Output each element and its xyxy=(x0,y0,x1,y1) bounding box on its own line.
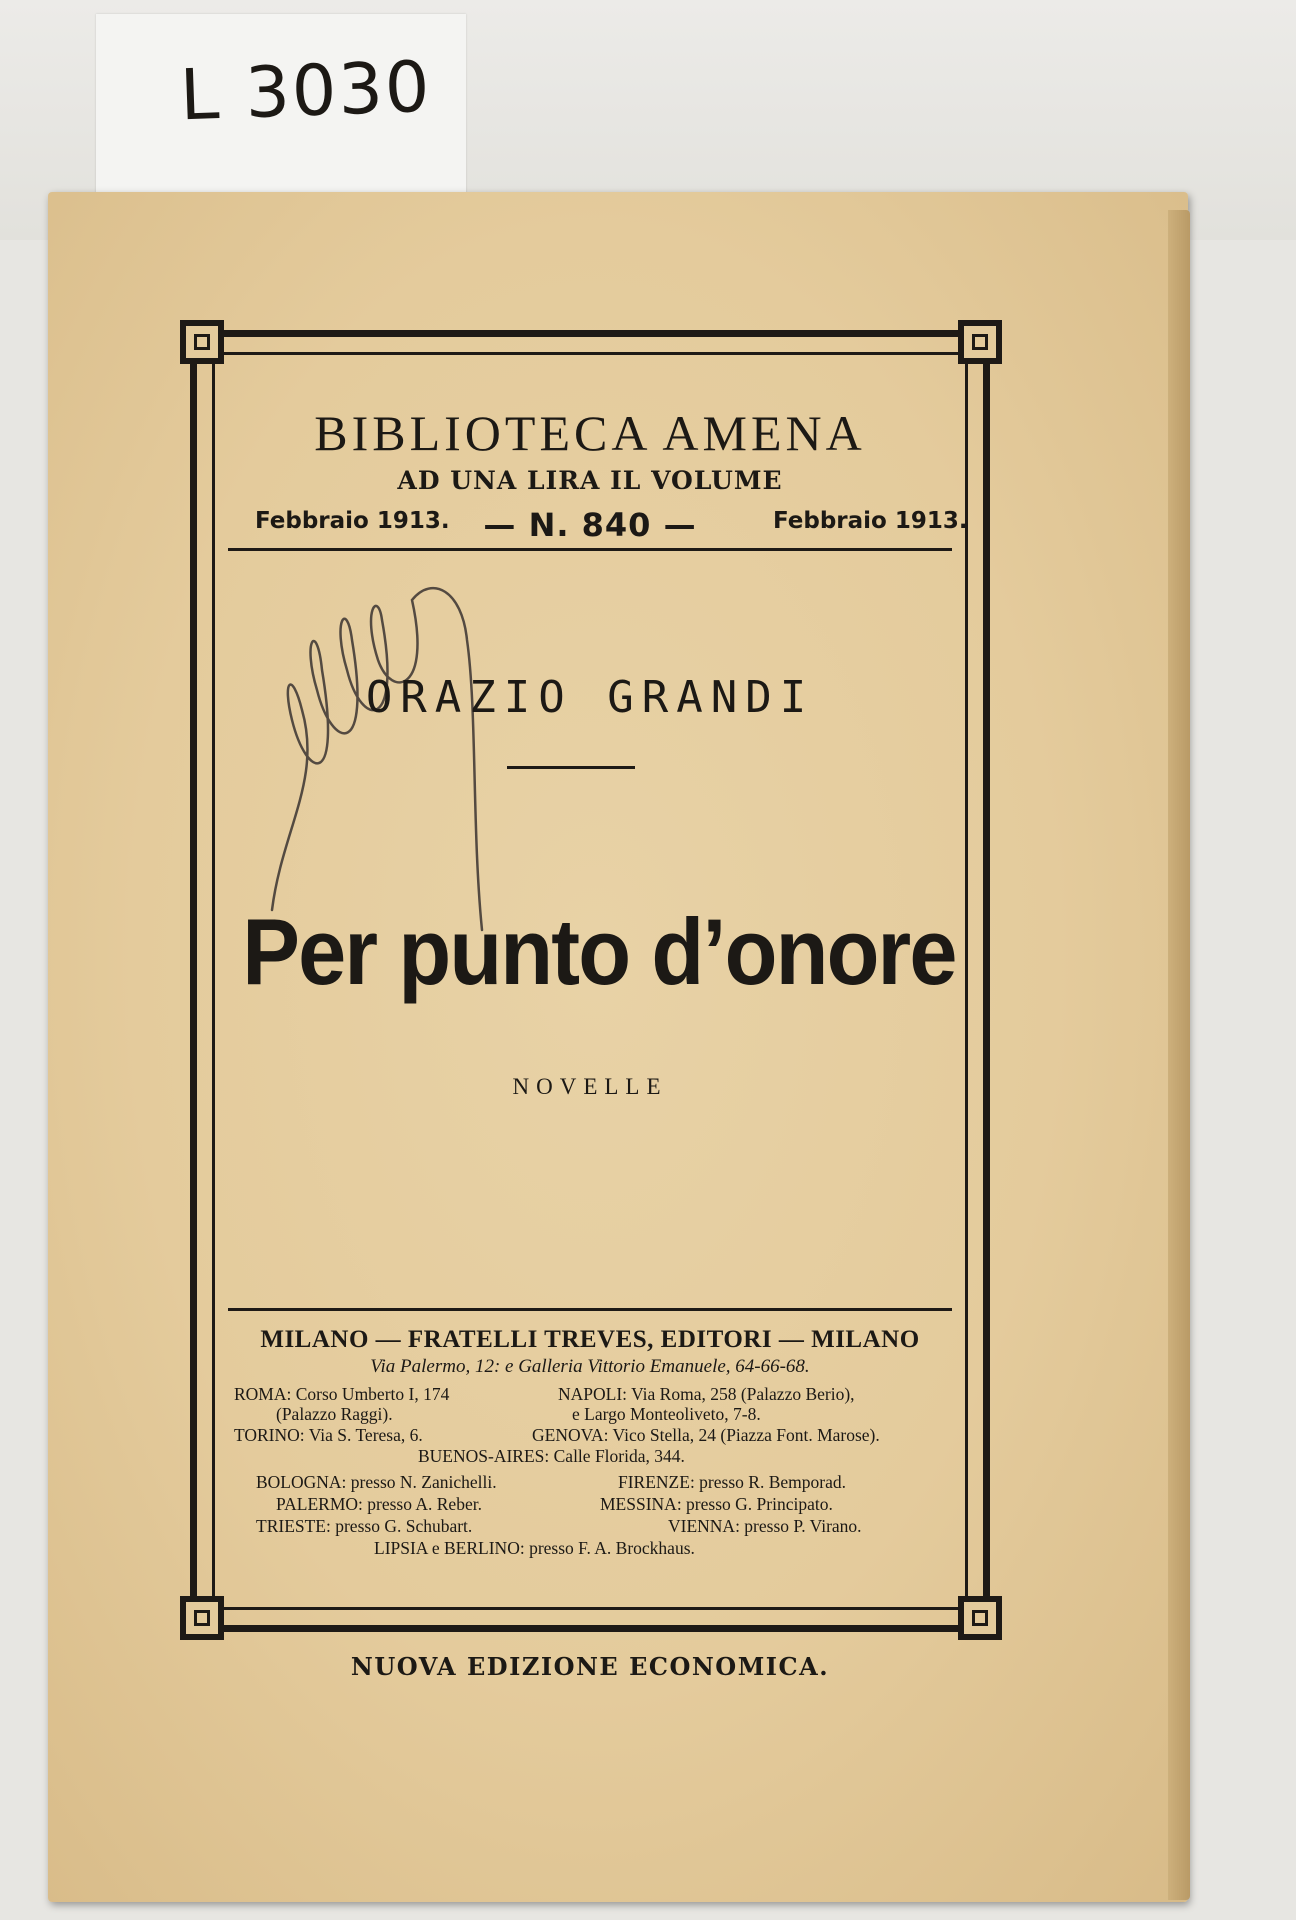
series-title: BIBLIOTECA AMENA xyxy=(314,405,866,461)
branch-napoli: NAPOLI: Via Roma, 258 (Palazzo Berio), xyxy=(558,1384,855,1404)
branch-vienna: VIENNA: presso P. Virano. xyxy=(668,1516,862,1536)
book-title: Per punto d’onore xyxy=(242,899,956,1004)
author-divider xyxy=(507,766,635,769)
border-corner-ornament xyxy=(958,320,1002,364)
branch-genova: GENOVA: Vico Stella, 24 (Piazza Font. Marose). xyxy=(532,1425,880,1445)
publisher-line: MILANO — FRATELLI TREVES, EDITORI — MILANO xyxy=(260,1326,920,1353)
issue-number: — N. 840 — xyxy=(483,506,697,544)
branch-lipsia-berlino: LIPSIA e BERLINO: presso F. A. Brockhaus. xyxy=(374,1538,695,1558)
book-genre: NOVELLE xyxy=(512,1074,668,1099)
border-corner-ornament xyxy=(180,320,224,364)
branch-bologna: BOLOGNA: presso N. Zanichelli. xyxy=(256,1472,497,1492)
author-name: ORAZIO GRANDI xyxy=(365,672,815,723)
publisher-address: Via Palermo, 12: e Galleria Vittorio Emanuele, 64-66-68. xyxy=(370,1356,810,1377)
branch-roma: ROMA: Corso Umberto I, 174 xyxy=(234,1384,450,1404)
branch-palermo: PALERMO: presso A. Reber. xyxy=(276,1494,482,1514)
branch-napoli-detail: e Largo Monteoliveto, 7-8. xyxy=(572,1404,761,1424)
branch-firenze: FIRENZE: presso R. Bemporad. xyxy=(618,1472,846,1492)
branch-messina: MESSINA: presso G. Principato. xyxy=(600,1494,833,1514)
book-page-edge xyxy=(1168,210,1190,1900)
issue-date-right: Febbraio 1913. xyxy=(773,508,968,534)
border-corner-ornament xyxy=(180,1596,224,1640)
series-subtitle: AD UNA LIRA IL VOLUME xyxy=(397,466,783,495)
branch-trieste: TRIESTE: presso G. Schubart. xyxy=(256,1516,473,1536)
header-divider xyxy=(228,548,952,551)
branch-torino: TORINO: Via S. Teresa, 6. xyxy=(234,1425,423,1445)
border-corner-ornament xyxy=(958,1596,1002,1640)
handwritten-signature xyxy=(262,580,592,940)
inventory-label-text: L 3030 xyxy=(178,45,433,137)
edition-note: NUOVA EDIZIONE ECONOMICA. xyxy=(350,1652,830,1681)
issue-date-left: Febbraio 1913. xyxy=(255,508,450,534)
footer-divider xyxy=(228,1308,952,1311)
branch-roma-detail: (Palazzo Raggi). xyxy=(276,1404,393,1424)
branch-buenos-aires: BUENOS-AIRES: Calle Florida, 344. xyxy=(418,1446,685,1466)
